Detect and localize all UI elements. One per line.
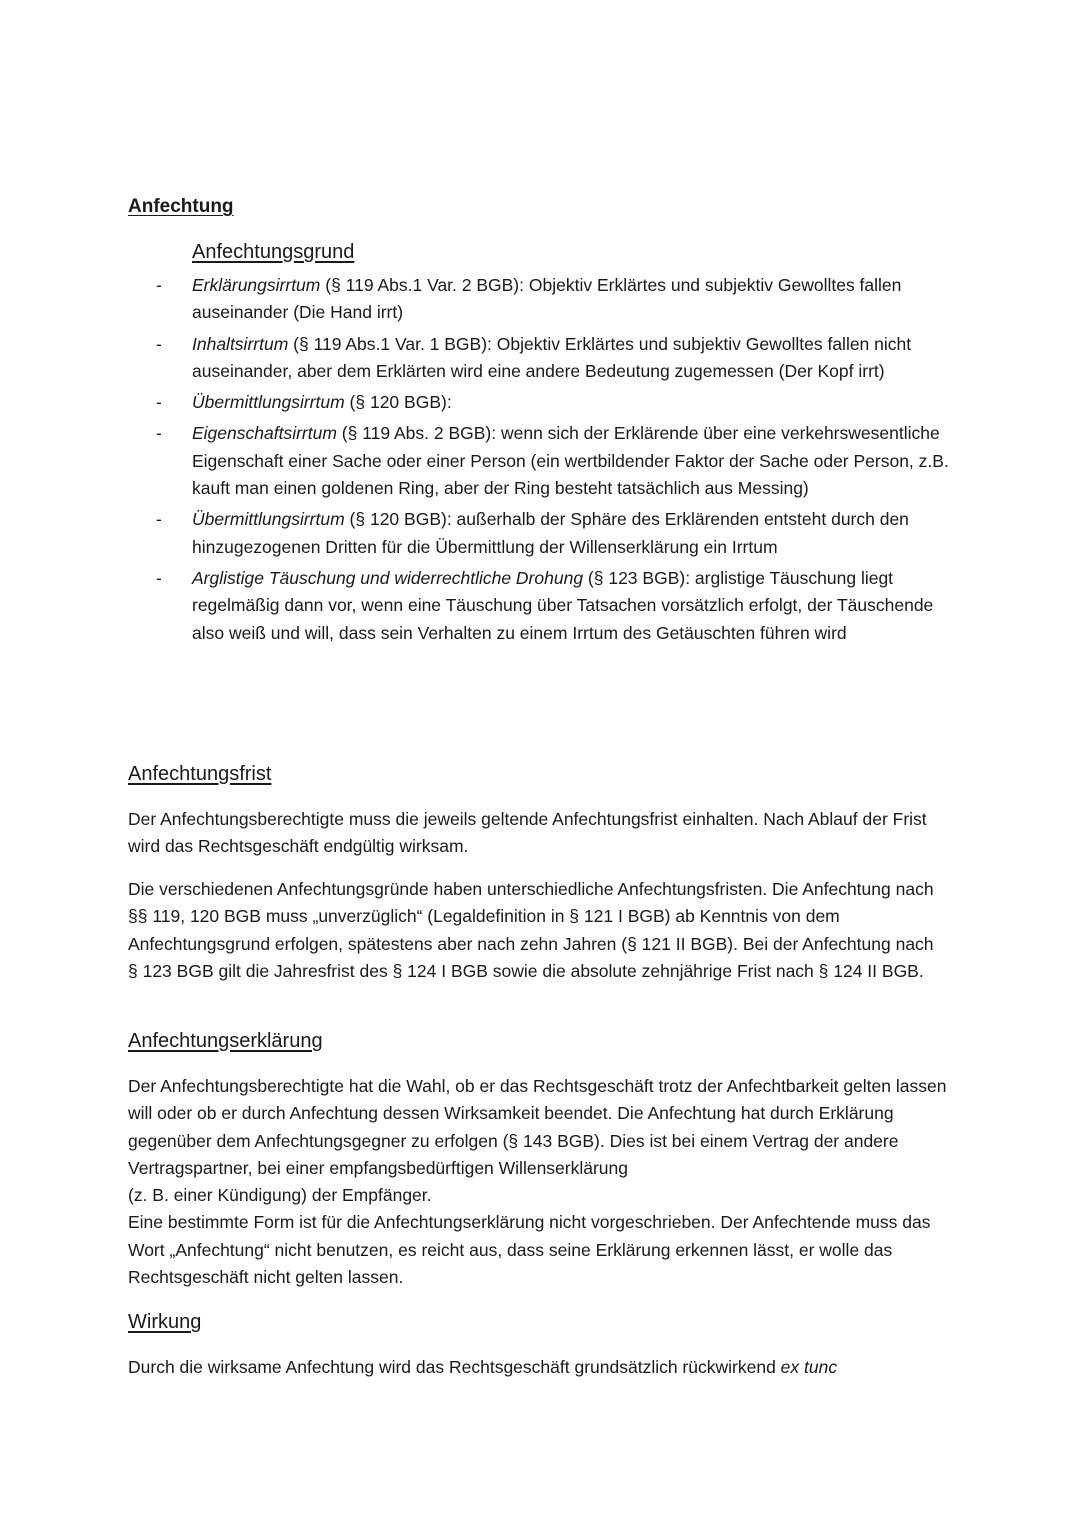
list-item: - Übermittlungsirrtum (§ 120 BGB): xyxy=(156,392,452,413)
ground-term: Erklärungsirrtum xyxy=(192,275,321,295)
ground-term: Arglistige Täuschung und widerrechtliche Drohung xyxy=(192,567,584,588)
list-item: - Inhaltsirrtum (§ 119 Abs.1 Var. 1 BGB): Objektiv Erklärtes und subjektiv Gewolltes fallen nicht auseinander, aber dem Erklärten wird eine andere Bedeutung zugemessen (Der Kopf irrt) xyxy=(156,333,912,381)
ground-text: (§ 120 BGB): xyxy=(344,392,452,413)
erklaerung-heading: Anfechtungserklärung xyxy=(128,1030,323,1052)
ground-term: Inhaltsirrtum xyxy=(192,333,289,354)
list-item: - Eigenschaftsirrtum (§ 119 Abs. 2 BGB): wenn sich der Erklärende über eine verkehrswesentliche Eigenschaft einer Sache oder einer Person (ein wertbildender Faktor der Sache oder Person, z.B. kauft man einen goldenen Ring, aber der Ring besteht tatsächlich aus Messing) xyxy=(156,423,949,499)
frist-heading: Anfechtungsfrist xyxy=(128,763,272,785)
ground-text: (§ 119 Abs.1 Var. 1 BGB): Objektiv Erklärtes und subjektiv Gewolltes fallen nicht auseinander, aber dem Erklärten wird eine andere Bedeutung zugemessen (Der Kopf irrt) xyxy=(192,333,912,381)
ground-term: Eigenschaftsirrtum xyxy=(192,423,337,444)
main-heading: Anfechtung xyxy=(128,196,234,217)
grounds-list xyxy=(150,272,950,651)
ground-text: (§ 119 Abs.1 Var. 2 BGB): Objektiv Erklärtes und subjektiv Gewolltes fallen auseinander (Die Hand irrt) xyxy=(192,275,902,323)
latin-term: ex tunc xyxy=(780,1357,838,1377)
ground-term: Übermittlungsirrtum xyxy=(192,392,345,413)
ground-text: (§ 120 BGB): außerhalb der Sphäre des Erklärenden entsteht durch den hinzugezogenen Dritten für die Übermittlung der Willenserklärung ein Irrtum xyxy=(192,509,909,557)
wirkung-heading: Wirkung xyxy=(128,1311,202,1333)
erklaerung-paragraph: Der Anfechtungsberechtigte hat die Wahl, ob er das Rechtsgeschäft trotz der Anfechtbarkeit gelten lassen will oder ob er durch Anfechtung dessen Wirksamkeit beendet. Die Anfechtung hat durch Erklärung gegenüber dem Anfechtungsgegner zu erfolgen (§ 143 BGB). Dies ist bei einem Vertrag der andere Vertragspartner, bei einer empfangsbedürftigen Willenserklärung (z. B. einer Kündigung) der Empfänger. Eine bestimmte Form ist für die Anfechtungserklärung nicht vorgeschrieben. Der Anfechtende muss das Wort „Anfechtung“ nicht benutzen, es reicht aus, dass seine Erklärung erkennen lässt, er wolle das Rechtsgeschäft nicht gelten lassen. xyxy=(128,1076,947,1288)
ground-term: Übermittlungsirrtum xyxy=(192,509,345,530)
ground-text: (§ 123 BGB): arglistige Täuschung liegt regelmäßig dann vor, wenn eine Täuschung über Tatsachen vorsätzlich erfolgt, der Täuschende also weiß und will, dass sein Verhalten zu einem Irrtum des Getäuschten führen wird xyxy=(192,567,934,643)
list-item: - Übermittlungsirrtum (§ 120 BGB): außerhalb der Sphäre des Erklärenden entsteht durch den hinzugezogenen Dritten für die Übermittlung der Willenserklärung ein Irrtum xyxy=(156,509,909,557)
ground-text: (§ 119 Abs. 2 BGB): wenn sich der Erklärende über eine verkehrswesentliche Eigenschaft einer Sache oder einer Person (ein wertbildender Faktor der Sache oder Person, z.B. kauft man einen goldenen Ring, aber der Ring besteht tatsächlich aus Messing) xyxy=(192,423,949,499)
frist-paragraph-2: Die verschiedenen Anfechtungsgründe haben unterschiedliche Anfechtungsfristen. Die Anfechtung nach §§ 119, 120 BGB muss „unverzüglich“ (Legaldefinition in § 121 I BGB) ab Kenntnis von dem Anfechtungsgrund erfolgen, spätestens aber nach zehn Jahren (§ 121 II BGB). Bei der Anfechtung nach § 123 BGB gilt die Jahresfrist des § 124 I BGB sowie die absolute zehnjährige Frist nach § 124 II BGB. xyxy=(128,879,934,981)
grounds-heading: Anfechtungsgrund xyxy=(192,241,355,263)
list-item: - Arglistige Täuschung und widerrechtliche Drohung (§ 123 BGB): arglistige Täuschung liegt regelmäßig dann vor, wenn eine Täuschung über Tatsachen vorsätzlich erfolgt, der Täuschende also weiß und will, dass sein Verhalten zu einem Irrtum des Getäuschten führen wird xyxy=(156,567,934,643)
frist-paragraph-1: Der Anfechtungsberechtigte muss die jeweils geltende Anfechtungsfrist einhalten. Nach Ablauf der Frist wird das Rechtsgeschäft endgültig wirksam. xyxy=(128,809,927,857)
list-item: - Erklärungsirrtum (§ 119 Abs.1 Var. 2 BGB): Objektiv Erklärtes und subjektiv Gewolltes fallen auseinander (Die Hand irrt) xyxy=(156,275,902,323)
wirkung-paragraph: Durch die wirksame Anfechtung wird das Rechtsgeschäft grundsätzlich rückwirkend ex tunc xyxy=(128,1357,838,1377)
